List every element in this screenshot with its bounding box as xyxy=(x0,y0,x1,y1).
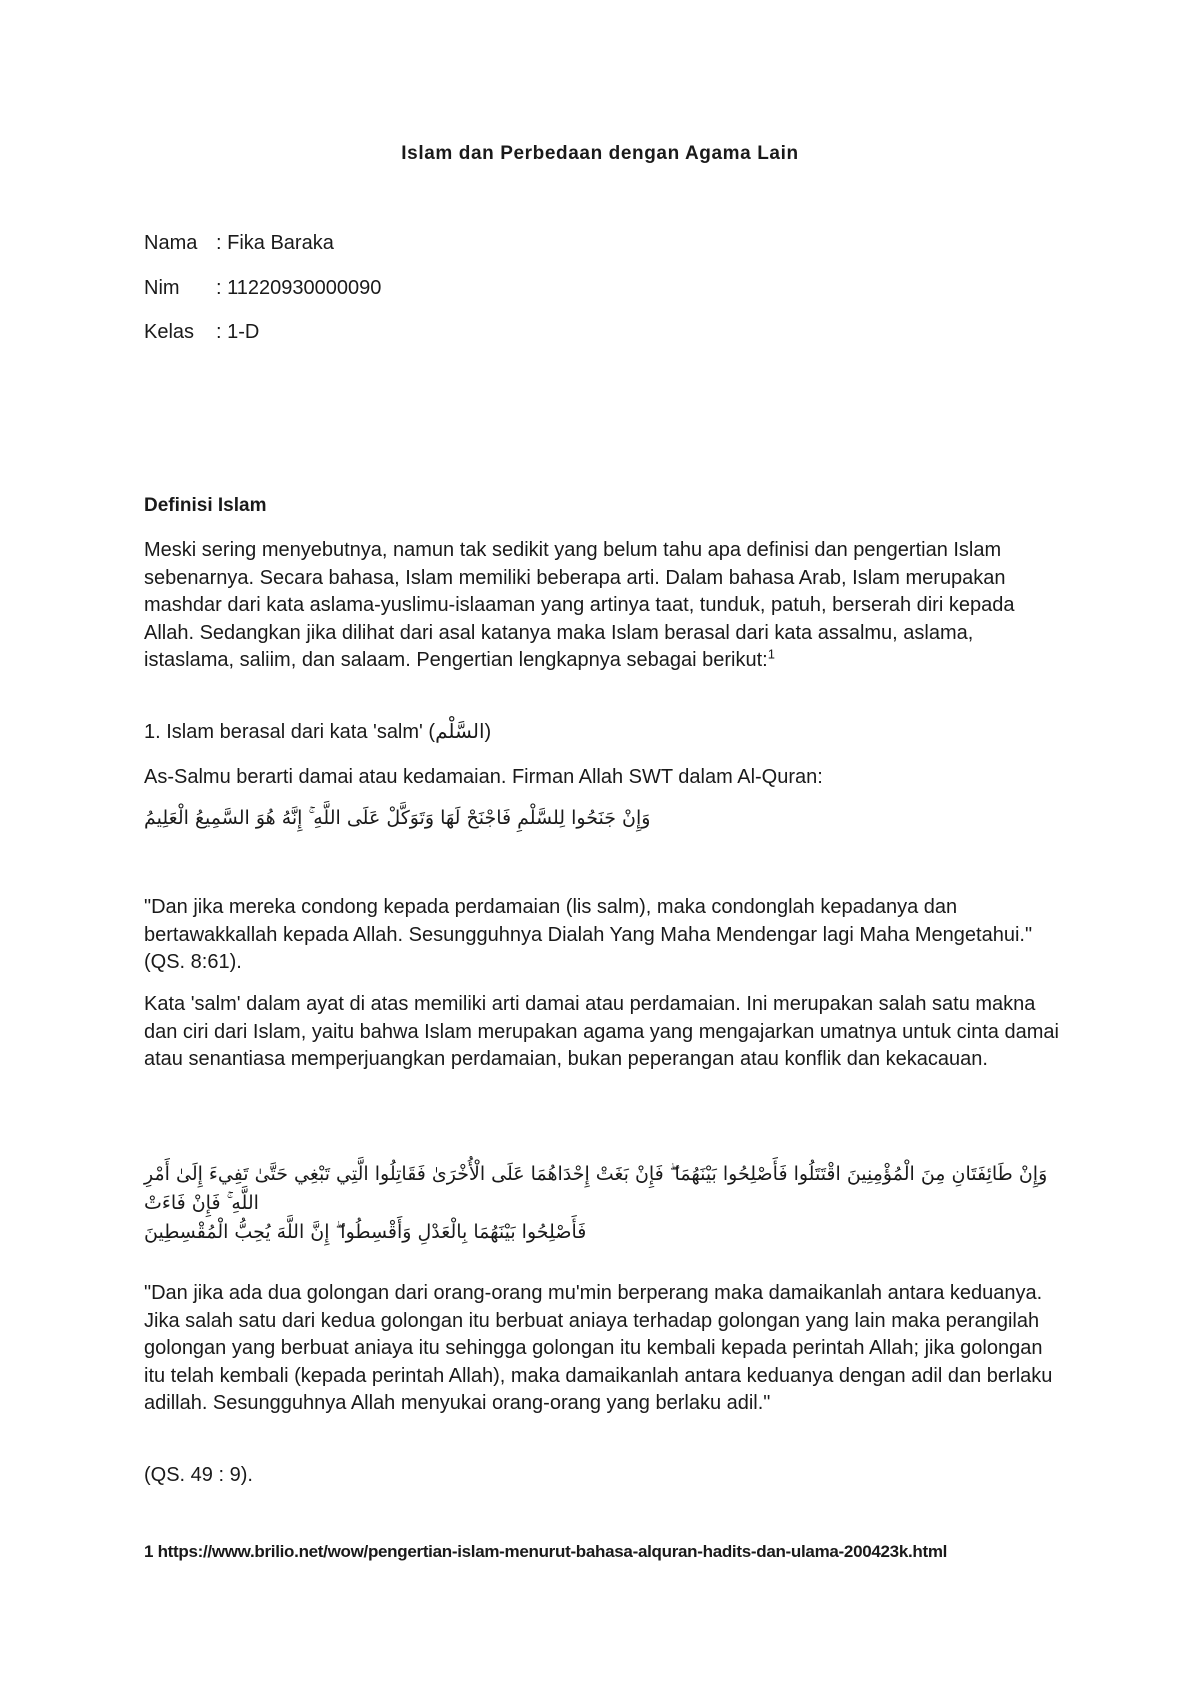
explanation-paragraph: Kata 'salm' dalam ayat di atas memiliki arti damai atau perdamaian. Ini merupakan salah satu makna dan ciri dari Islam, yaitu bahwa Islam merupakan agama yang mengajarkan umatnya untuk cinta damai atau senantiasa memperjuangkan perdamaian, bukan peperangan atau konflik dan kekacauan. xyxy=(144,993,1059,1070)
info-value: : 11220930000090 xyxy=(216,277,382,299)
arabic-verse-1: وَإِنْ جَنَحُوا لِلسَّلْمِ فَاجْنَحْ لَهَا وَتَوَكَّلْ عَلَى اللَّهِ ۚ إِنَّهُ هُوَ السَّمِيعُ الْعَلِيمُ xyxy=(144,807,651,829)
info-value: : 1-D xyxy=(216,321,260,343)
info-label: Nim xyxy=(144,277,180,299)
document-title: Islam dan Perbedaan dengan Agama Lain xyxy=(401,143,799,164)
intro-text: Meski sering menyebutnya, namun tak sedikit yang belum tahu apa definisi dan pengertian Islam sebenarnya. Secara bahasa, Islam memiliki beberapa arti. Dalam bahasa Arab, Islam merupakan mashdar dari kata aslama-yuslimu-islaaman yang artinya taat, tunduk, patuh, berserah diri kepada Allah. Sedangkan jika dilihat dari asal katanya maka Islam berasal dari kata assalmu, aslama, istaslama, saliim, dan salaam. Pengertian lengkapnya sebagai berikut: xyxy=(144,539,1015,671)
footnote: 1 https://www.brilio.net/wow/pengertian-islam-menurut-bahasa-alquran-hadits-dan-ulama-200423k.html xyxy=(144,1542,948,1561)
info-label: Nama xyxy=(144,232,198,254)
intro-paragraph xyxy=(144,537,1064,675)
info-row-nim xyxy=(144,277,381,300)
info-label: Kelas xyxy=(144,321,195,343)
arabic-verse-2 xyxy=(144,1160,1064,1247)
section-heading: Definisi Islam xyxy=(144,495,267,516)
arabic-verse-2-line-1: وَإِنْ طَائِفَتَانِ مِنَ الْمُؤْمِنِينَ اقْتَتَلُوا فَأَصْلِحُوا بَيْنَهُمَا ۖ فَإِنْ بَغَتْ إِحْدَاهُمَا عَلَى الْأُخْرَىٰ فَقَاتِلُوا الَّتِي تَبْغِي حَتَّىٰ تَفِيءَ إِلَىٰ أَمْرِ اللَّهِ ۚ فَإِنْ فَاءَتْ xyxy=(144,1163,1048,1214)
point-1: 1. Islam berasal dari kata 'salm' (السَّلْم) xyxy=(144,721,492,743)
info-row-nama xyxy=(144,232,334,255)
translation-1: "Dan jika mereka condong kepada perdamaian (lis salm), maka condonglah kepadanya dan bertawakkallah kepada Allah. Sesungguhnya Dialah Yang Maha Mendengar lagi Maha Mengetahui." (QS. 8:61). xyxy=(144,896,1033,973)
translation-2: "Dan jika ada dua golongan dari orang-orang mu'min berperang maka damaikanlah antara keduanya. Jika salah satu dari kedua golongan itu berbuat aniaya terhadap golongan yang lain maka perangilah golongan yang berbuat aniaya itu sehingga golongan itu kembali kepada perintah Allah; jika golongan itu telah kembali (kepada perintah Allah), maka damaikanlah antara keduanya dengan adil dan berlaku adillah. Sesungguhnya Allah menyukai orang-orang yang berlaku adil." xyxy=(144,1282,1053,1414)
citation-2: (QS. 49 : 9). xyxy=(144,1464,253,1486)
info-row-kelas xyxy=(144,321,259,344)
footnote-ref: 1 xyxy=(767,646,775,662)
info-value: : Fika Baraka xyxy=(216,232,334,254)
as-salmu-paragraph: As-Salmu berarti damai atau kedamaian. Firman Allah SWT dalam Al-Quran: xyxy=(144,766,823,788)
arabic-verse-2-line-2: فَأَصْلِحُوا بَيْنَهُمَا بِالْعَدْلِ وَأَقْسِطُوا ۖ إِنَّ اللَّهَ يُحِبُّ الْمُقْسِطِينَ xyxy=(144,1221,587,1243)
